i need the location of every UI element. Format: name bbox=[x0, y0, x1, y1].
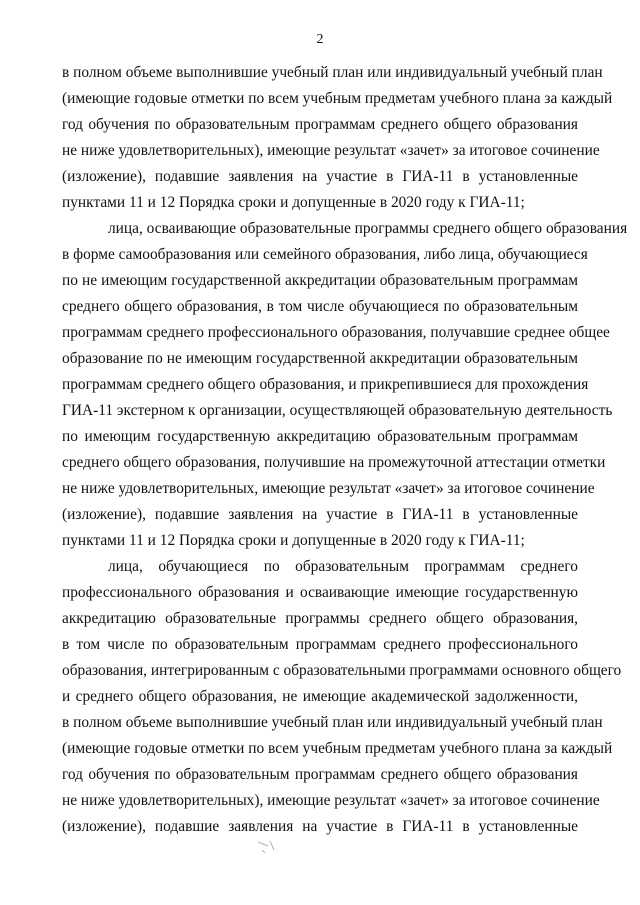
text-line: лица, осваивающие образовательные программы среднего общего образования bbox=[108, 220, 628, 237]
text-line: образования, интегрированным с образовательными программами основного общего bbox=[62, 662, 622, 679]
text-line: по имеющим государственную аккредитацию образовательным программам bbox=[62, 428, 578, 445]
text-line: по не имеющим государственной аккредитации образовательным программам bbox=[62, 272, 578, 289]
text-line: образование по не имеющим государственной аккредитации образовательным bbox=[62, 350, 578, 367]
text-line: не ниже удовлетворительных), имеющие результат «зачет» за итоговое сочинение bbox=[62, 792, 600, 809]
text-line: год обучения по образовательным программам среднего общего образования bbox=[62, 116, 578, 133]
text-line: в полном объеме выполнившие учебный план или индивидуальный учебный план bbox=[62, 714, 603, 731]
text-line: не ниже удовлетворительных), имеющие результат «зачет» за итоговое сочинение bbox=[62, 142, 600, 159]
text-line: среднего общего образования, в том числе обучающиеся по образовательным bbox=[62, 298, 578, 315]
scan-artifact bbox=[256, 838, 280, 856]
text-line: аккредитацию образовательные программы среднего общего образования, bbox=[62, 610, 578, 627]
text-line: программам среднего профессионального образования, получавшие среднее общее bbox=[62, 324, 610, 341]
page-number: 2 bbox=[316, 32, 324, 47]
text-line: профессионального образования и осваивающие имеющие государственную bbox=[62, 584, 578, 601]
text-line: в форме самообразования или семейного образования, либо лица, обучающиеся bbox=[62, 246, 588, 263]
text-line: программам среднего общего образования, и прикрепившиеся для прохождения bbox=[62, 376, 589, 393]
text-line: (изложение), подавшие заявления на участие в ГИА-11 в установленные bbox=[62, 818, 578, 835]
text-line: в том числе по образовательным программам среднего профессионального bbox=[62, 636, 578, 653]
text-line: год обучения по образовательным программам среднего общего образования bbox=[62, 766, 578, 783]
text-line: ГИА-11 экстерном к организации, осуществляющей образовательную деятельность bbox=[62, 402, 613, 419]
text-line: (имеющие годовые отметки по всем учебным предметам учебного плана за каждый bbox=[62, 740, 613, 757]
text-line: (имеющие годовые отметки по всем учебным предметам учебного плана за каждый bbox=[62, 90, 613, 107]
text-line: (изложение), подавшие заявления на участие в ГИА-11 в установленные bbox=[62, 168, 578, 185]
text-line: не ниже удовлетворительных, имеющие результат «зачет» за итоговое сочинение bbox=[62, 480, 595, 497]
text-line: лица, обучающиеся по образовательным программам среднего bbox=[108, 558, 578, 575]
text-line: (изложение), подавшие заявления на участие в ГИА-11 в установленные bbox=[62, 506, 578, 523]
text-line: пунктами 11 и 12 Порядка сроки и допущенные в 2020 году к ГИА-11; bbox=[62, 194, 525, 211]
text-line: пунктами 11 и 12 Порядка сроки и допущенные в 2020 году к ГИА-11; bbox=[62, 532, 525, 549]
text-line: среднего общего образования, получившие на промежуточной аттестации отметки bbox=[62, 454, 606, 471]
text-line: и среднего общего образования, не имеющие академической задолженности, bbox=[62, 688, 578, 705]
text-line: в полном объеме выполнившие учебный план или индивидуальный учебный план bbox=[62, 64, 603, 81]
